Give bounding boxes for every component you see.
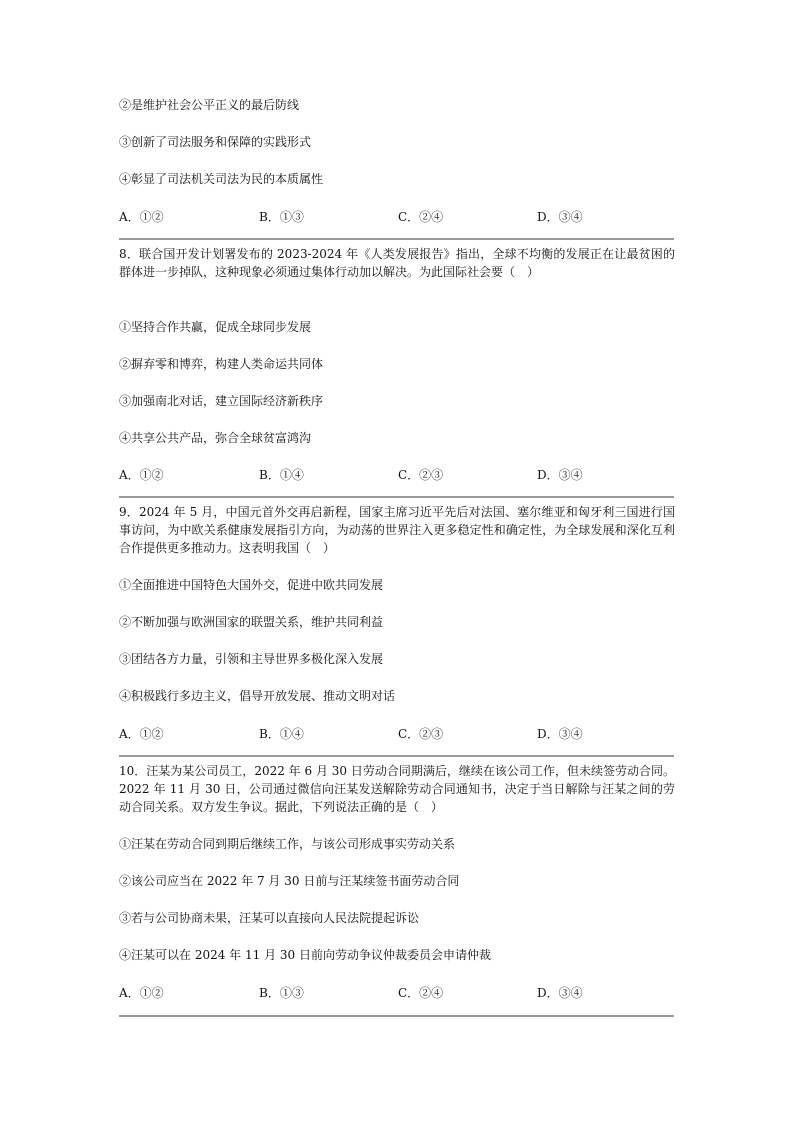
q7-choice-b[interactable]: B．①③ bbox=[259, 210, 304, 224]
q9-stem: 9．2024 年 5 月，中国元首外交再启新程，国家主席习近平先后对法国、塞尔维亚和匈牙利三国进行国事访问，为中欧关系健康发展指引方向，为动荡的世界注入更多稳定性和确定性，为全球发展和深化互利合作提供更多推动力。这表明我国（ ） bbox=[119, 505, 675, 555]
q8-choice-c[interactable]: C．②③ bbox=[398, 468, 444, 482]
q10-choices bbox=[119, 985, 675, 1001]
q9-choice-a[interactable]: A．①② bbox=[119, 727, 164, 741]
q9-choice-b[interactable]: B．①④ bbox=[259, 727, 304, 741]
q10-option-3: ③若与公司协商未果，汪某可以直接向人民法院提起诉讼 bbox=[119, 911, 420, 925]
q9-option-4: ④积极践行多边主义，倡导开放发展、推动文明对话 bbox=[119, 689, 396, 703]
q9-option-3: ③团结各方力量，引领和主导世界多极化深入发展 bbox=[119, 652, 384, 666]
q8-choice-d[interactable]: D．③④ bbox=[537, 468, 583, 482]
q7-option-4: ④彰显了司法机关司法为民的本质属性 bbox=[119, 172, 324, 186]
q8-stem: 8．联合国开发计划署发布的 2023-2024 年《人类发展报告》指出，全球不均衡的发展正在让最贫困的群体进一步掉队，这种现象必须通过集体行动加以解决。为此国际社会要（ ） bbox=[119, 247, 675, 279]
q8-choice-b[interactable]: B．①④ bbox=[259, 468, 304, 482]
divider bbox=[119, 755, 674, 757]
q8-option-4: ④共享公共产品，弥合全球贫富鸿沟 bbox=[119, 431, 312, 445]
q9-choices bbox=[119, 726, 675, 742]
q10-choice-b[interactable]: B．①③ bbox=[259, 986, 304, 1000]
q9-option-1: ①全面推进中国特色大国外交，促进中欧共同发展 bbox=[119, 578, 384, 592]
q8-option-3: ③加强南北对话，建立国际经济新秩序 bbox=[119, 394, 324, 408]
q8-choices bbox=[119, 467, 675, 483]
q7-choices bbox=[119, 209, 675, 225]
divider bbox=[119, 238, 674, 240]
q7-choice-c[interactable]: C．②④ bbox=[398, 210, 444, 224]
q10-choice-a[interactable]: A．①② bbox=[119, 986, 164, 1000]
q7-choice-d[interactable]: D．③④ bbox=[537, 210, 583, 224]
divider bbox=[119, 496, 674, 498]
q10-option-4: ④汪某可以在 2024 年 11 月 30 日前向劳动争议仲裁委员会申请仲裁 bbox=[119, 948, 491, 962]
q8-option-1: ①坚持合作共赢，促成全球同步发展 bbox=[119, 320, 312, 334]
q7-option-2: ②是维护社会公平正义的最后防线 bbox=[119, 98, 300, 112]
q10-option-1: ①汪某在劳动合同到期后继续工作，与该公司形成事实劳动关系 bbox=[119, 837, 456, 851]
q10-stem: 10．汪某为某公司员工，2022 年 6 月 30 日劳动合同期满后，继续在该公司工作，但未续签劳动合同。2022 年 11 月 30 日，公司通过微信向汪某发送解除劳动合同通知书，决定于当日解除与汪某之间的劳动合同关系。双方发生争议。据此，下列说法正确的是（ ） bbox=[119, 764, 675, 814]
q8-choice-a[interactable]: A．①② bbox=[119, 468, 164, 482]
q10-choice-c[interactable]: C．②④ bbox=[398, 986, 444, 1000]
q9-choice-c[interactable]: C．②③ bbox=[398, 727, 444, 741]
q7-option-3: ③创新了司法服务和保障的实践形式 bbox=[119, 135, 312, 149]
q10-choice-d[interactable]: D．③④ bbox=[537, 986, 583, 1000]
q8-option-2: ②摒弃零和博弈，构建人类命运共同体 bbox=[119, 357, 324, 371]
q7-choice-a[interactable]: A．①② bbox=[119, 210, 164, 224]
q9-choice-d[interactable]: D．③④ bbox=[537, 727, 583, 741]
q10-option-2: ②该公司应当在 2022 年 7 月 30 日前与汪某续签书面劳动合同 bbox=[119, 874, 460, 888]
q9-option-2: ②不断加强与欧洲国家的联盟关系，维护共同利益 bbox=[119, 615, 384, 629]
divider bbox=[119, 1015, 674, 1017]
